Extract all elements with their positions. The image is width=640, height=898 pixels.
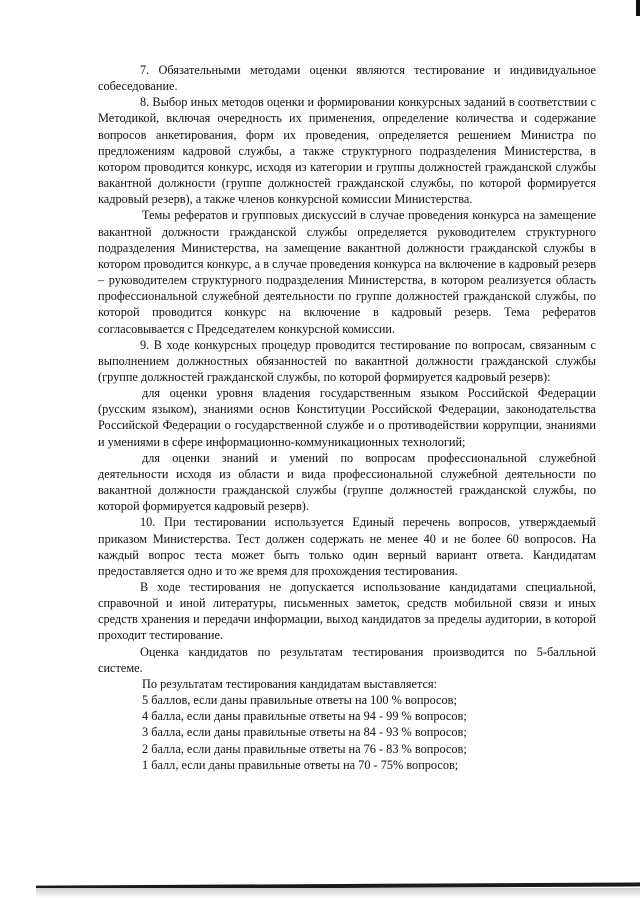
paragraph-9: 9. В ходе конкурсных процедур проводится тестирование по вопросам, связанным с выполнением должностных обязанностей по вакантной должности гражданской службы (группе должностей гражданской службы, по которой формируется кадровый резерв): [98, 337, 596, 384]
scoring-intro: По результатам тестирования кандидатам выставляется: [142, 676, 438, 691]
paragraph-testing-restrictions: В ходе тестирования не допускается использование кандидатами специальной, справочной и иной литературы, письменных заметок, средств мобильной связи и иных средств хранения и передачи информации, выход кандидатов за пределы аудитории, в которой проходит тестирование. [98, 580, 596, 643]
score-line-1: 1 балл, если даны правильные ответы на 70 - 75% вопросов; [142, 757, 459, 772]
paragraph-8: 8. Выбор иных методов оценки и формировании конкурсных заданий в соответствии с Методикой, включая очередность их применения, определение количества и содержание вопросов анкетирования, форм их проведения, определяется решением Министра по предложениям кадровой службы, а также структурного подразделения Министерства, в котором проводится конкурс, исходя из категории и группы должностей гражданской службы вакантной должности (группе должностей гражданской службы, по которой формируется кадровый резерв), а также членов конкурсной комиссии Министерства. [98, 95, 596, 207]
scan-bottom-shadow [36, 888, 640, 898]
score-line-5: 5 баллов, если даны правильные ответы на 100 % вопросов; [142, 693, 457, 708]
scan-corner-mark [636, 0, 640, 16]
score-line-3: 3 балла, если даны правильные ответы на 84 - 93 % вопросов; [142, 725, 467, 740]
score-line-4: 4 балла, если даны правильные ответы на 94 - 99 % вопросов; [142, 709, 467, 724]
paragraph-10: 10. При тестировании используется Единый перечень вопросов, утверждаемый приказом Министерства. Тест должен содержать не менее 40 и не более 60 вопросов. На каждый вопрос теста может быть только один верный вариант ответа. Кандидатам предоставляется одно и то же время для прохождения тестирования. [98, 515, 596, 578]
paragraph-scoring-system: Оценка кандидатов по результатам тестирования производится по 5-балльной системе. [98, 644, 596, 675]
paragraph-7: 7. Обязательными методами оценки являются тестирование и индивидуальное собеседование. [98, 63, 596, 94]
score-line-2: 2 балла, если даны правильные ответы на 76 - 83 % вопросов; [142, 741, 467, 756]
paragraph-language-assessment: для оценки уровня владения государственным языком Российской Федерации (русским языком), знаниями основ Конституции Российской Федерации, законодательства Российской Федерации о государственной службе и о противодействии коррупции, знаниями и умениями в сфере информационно-коммуникационных технологий; [98, 386, 596, 449]
paragraph-professional-assessment: для оценки знаний и умений по вопросам профессиональной служебной деятельности исходя из области и вида профессиональной служебной деятельности по вакантной должности гражданской службы (группе должностей гражданской службы, по которой формируется кадровый резерв). [98, 450, 596, 514]
paragraph-essay-topics: Темы рефератов и групповых дискуссий в случае проведения конкурса на замещение вакантной должности гражданской службы определяется руководителем структурного подразделения Министерства, на замещение вакантной должности гражданской службы в котором проводится конкурс, а в случае проведения конкурса на включение в кадровый резерв – руководителем структурного подразделения Министерства, в котором реализуется область профессиональной служебной деятельности по группе должностей гражданской службы, по которой проводится конкурс на включение в кадровый резерв. Тема рефератов согласовывается с Председателем конкурсной комиссии. [98, 208, 596, 336]
document-body [98, 62, 596, 773]
